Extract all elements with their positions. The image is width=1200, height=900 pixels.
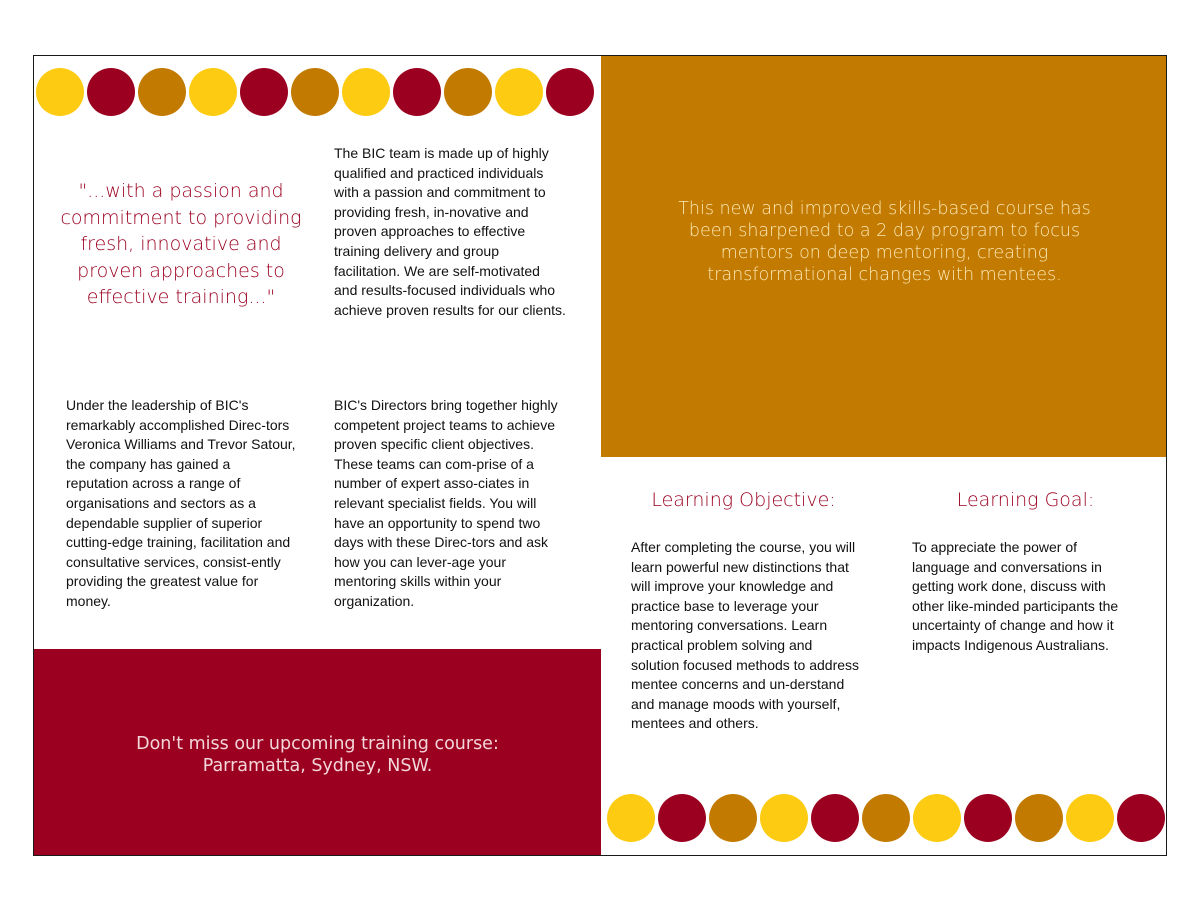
decorative-dot-maroon xyxy=(964,794,1012,842)
pull-quote: "...with a passion and commitment to providing fresh, innovative and proven approaches to effective training..." xyxy=(60,180,302,309)
decorative-dot-yellow xyxy=(189,68,237,116)
decorative-dot-orange xyxy=(1015,794,1063,842)
directors-paragraph: BIC's Directors bring together highly competent project teams to achieve proven specific client objectives. These teams can com-prise of a number of expert asso-ciates in relevant specialist fields. You will have an opportunity to spend two days with these Direc-tors and ask how you can lever-age your mentoring skills within your organization. xyxy=(334,397,558,609)
decorative-dot-yellow xyxy=(913,794,961,842)
top-dot-border xyxy=(36,68,594,116)
decorative-dot-orange xyxy=(291,68,339,116)
decorative-dot-yellow xyxy=(760,794,808,842)
promo-text xyxy=(54,733,581,777)
decorative-dot-maroon xyxy=(240,68,288,116)
leadership-paragraph: Under the leadership of BIC's remarkably accomplished Direc-tors Veronica Williams and Trevor Satour, the company has gained a reputation across a range of organisations and sectors as a dependable supplier of superior cutting-edge training, facilitation and consultative services, consist-ently providing the greatest value for money. xyxy=(66,397,296,609)
decorative-dot-orange xyxy=(709,794,757,842)
decorative-dot-maroon xyxy=(87,68,135,116)
decorative-dot-maroon xyxy=(393,68,441,116)
decorative-dot-orange xyxy=(138,68,186,116)
left-panel xyxy=(34,56,601,856)
decorative-dot-maroon xyxy=(658,794,706,842)
decorative-dot-yellow xyxy=(36,68,84,116)
brochure-spread xyxy=(33,55,1167,856)
decorative-dot-yellow xyxy=(1066,794,1114,842)
right-panel xyxy=(601,56,1167,856)
learning-objective-text: After completing the course, you will learn powerful new distinctions that will improve your knowledge and practice base to leverage your mentoring conversations. Learn practical problem solving and solution focused methods to address mentee concerns and un-derstand and manage moods with yourself, mentees and others. xyxy=(631,539,860,732)
promo-band xyxy=(34,649,601,856)
course-tagline: This new and improved skills-based course has been sharpened to a 2 day program to focus mentors on deep mentoring, creating transformational changes with mentees. xyxy=(678,199,1091,285)
decorative-dot-orange xyxy=(444,68,492,116)
decorative-dot-maroon xyxy=(811,794,859,842)
decorative-dot-yellow xyxy=(607,794,655,842)
learning-goal-text: To appreciate the power of language and conversations in getting work done, discuss with other like-minded participants the uncertainty of change and how it impacts Indigenous Australians. xyxy=(912,539,1119,653)
decorative-dot-maroon xyxy=(1117,794,1165,842)
learning-goal-heading: Learning Goal: xyxy=(956,489,1095,511)
decorative-dot-maroon xyxy=(546,68,594,116)
promo-line-2: Parramatta, Sydney, NSW. xyxy=(202,756,433,776)
decorative-dot-orange xyxy=(862,794,910,842)
decorative-dot-yellow xyxy=(495,68,543,116)
bottom-dot-border xyxy=(607,794,1165,842)
learning-objective-heading: Learning Objective: xyxy=(651,489,836,511)
tagline-band xyxy=(601,56,1167,457)
decorative-dot-yellow xyxy=(342,68,390,116)
promo-line-1: Don't miss our upcoming training course: xyxy=(136,734,499,754)
team-paragraph: The BIC team is made up of highly qualified and practiced individuals with a passion and commitment to providing fresh, in-novative and proven approaches to effective training delivery and group facilitation. We are self-motivated and results-focused individuals who achieve proven results for our clients. xyxy=(334,145,566,318)
